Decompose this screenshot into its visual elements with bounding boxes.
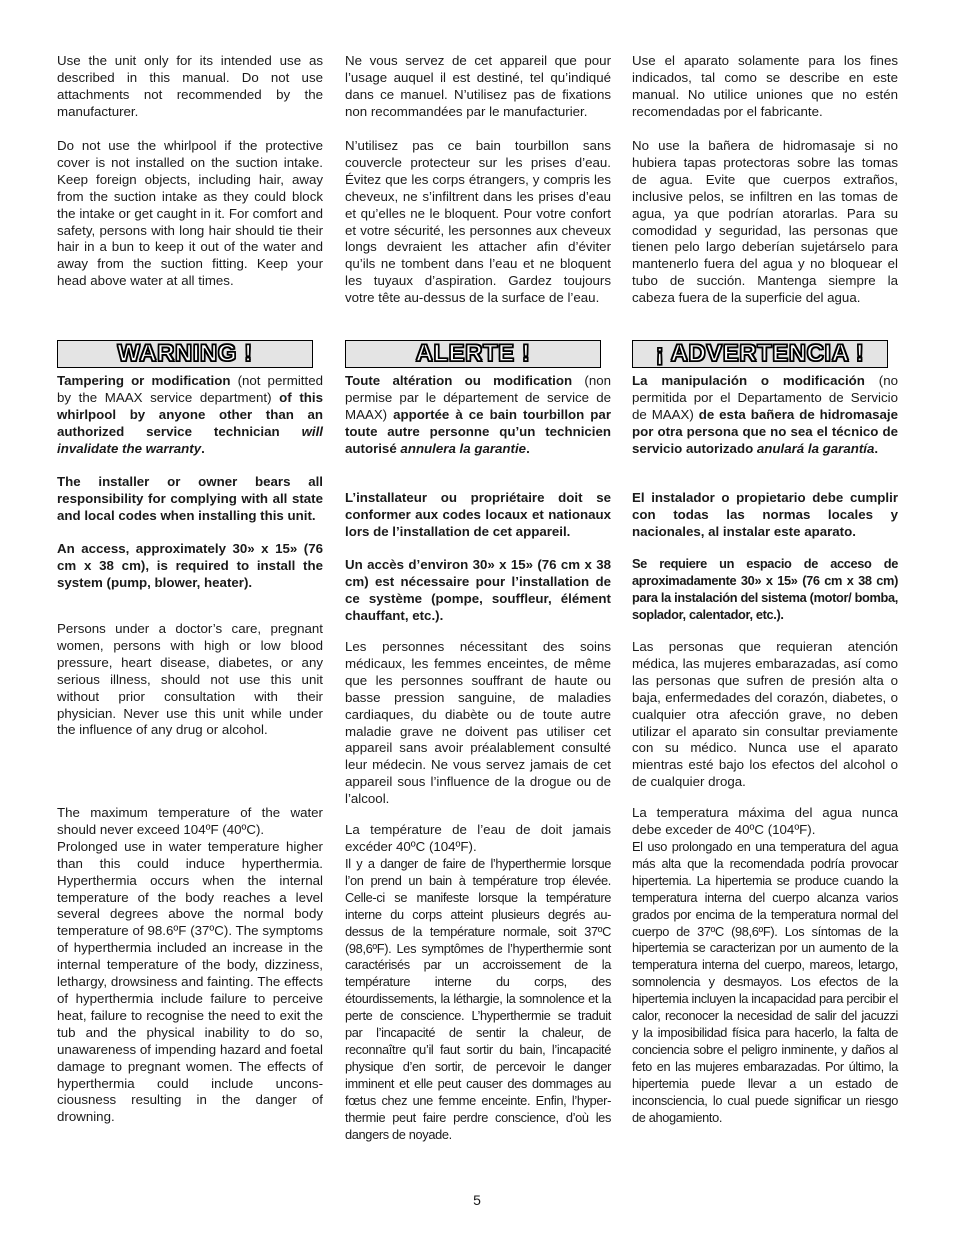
warranty-warning-note: (not permitted by the MAAX service department) (57, 373, 323, 405)
hyperthermia-paragraph-es: El uso prolongado en una temperatura del agua más alta que la recomendada podría provocar hipertemia. La hipertemia se produce cuando la temperatura interna del cuerpo alcanza varios grados por encima de la temperatura normal del cuerpo de 37ºC (98,6ºF). Los síntomas de la hipertemia se caracterizan por un aumento de la temperatura interna del cuerpo, mareos, letargo, somnolencia y desmayos. Los efectos de la hipertemia incluyen la incapacidad para percibir el calor, reconocer la necesidad de salir del jacuzzi y la imposibilidad física para hacerlo, la falta de conciencia sobre el peligro inminente, y daños al feto en las mujeres embarazadas. Por último, la hipertemia puede llevar a un estado de inconsciencia, lo cual puede significar un riesgo de ahogamiento. (632, 839, 898, 1125)
medical-advice-paragraph-es: Las personas que requieran atención médica, las mujeres embarazadas, así como las personas que sufren de presión alta o baja, enfermedades del corazón, diabetes, o cualquier otra afección grave, no deben utilizar el aparato sin consultar previamente con su médico. Nunca use el aparato mientras esté bajo los efectos del alcohol o de cualquier droga. (632, 639, 898, 790)
warranty-warning-emphasis-fr: annulera la garantie (400, 440, 527, 456)
warranty-warning: Tampering or modification (not permitted by the MAAX service department) of this whirlpool by anyone other than an authorized service technician will invalidate the warranty. (57, 373, 323, 456)
suction-cover-paragraph-es: No use la bañera de hidromasaje si no hubiera tapas protectoras sobre las tomas de agua. Evite que cuerpos extraños, inclusive pelos, se infiltren en las tomas de agua, ya que podrían atorarlas. Para su comodidad y seguridad, las personas que tienen pelo largo deberían sujetárselo para mantenerlo fuera del agua y no bloquear el tubo de succión. Mantenga siempre la cabeza fuera de la superficie del agua. (632, 138, 898, 306)
warning-banner (57, 340, 313, 368)
warranty-warning-emphasis: will invalidate the warranty (57, 423, 323, 456)
suction-cover-paragraph-fr: N’utilisez pas ce bain tourbillon sans couvercle protecteur sur les prises d’eau. Évitez que les corps étrangers, y compris les cheveux, ne s’infiltrent dans les prises d’eau et qu’elles ne le bloquent. Pour votre confort et votre sécurité, les personnes aux cheveux longs devraient les attacher afin d’éviter qu’ils ne tombent dans l’eau et ne bloquent les tuyaux d’aspiration. Gardez toujours votre tête au-dessus de la surface de l’eau. (345, 138, 611, 306)
warranty-warning-lead-es: La manipulación o modificación (632, 373, 865, 388)
alerte-banner (345, 340, 601, 368)
advertencia-banner-title: ¡ ADVERTENCIA ! (655, 340, 865, 367)
access-requirement-warning-fr: Un accès d’environ 30» x 15» (76 cm x 38 cm) est nécessaire pour l’installation de ce système (pompe, souffleur, élément chauffant, etc.). (345, 557, 611, 623)
medical-advice-paragraph: Persons under a doctor’s care, pregnant women, persons with high or low blood pressure, heart disease, diabetes, or any serious illness, should not use this unit without prior consultation with their physician. Never use this unit while under the influence of any drug or alcohol. (57, 621, 323, 738)
max-temperature-paragraph-es: La temperatura máxima del agua nunca debe exceder de 40ºC (104ºF). (632, 805, 898, 837)
warranty-warning-body-es: de esta bañera de hidromasaje por otra persona que no sea el técnico de servicio autorizado (632, 406, 898, 456)
page-number: 5 (473, 1192, 481, 1208)
codes-compliance-warning-es: El instalador o propietario debe cumplir con todas las normas locales y nacionales, al instalar este aparato. (632, 490, 898, 539)
intended-use-paragraph: Use the unit only for its intended use as described in this manual. Do not use attachments not recommended by the manufacturer. (57, 53, 323, 119)
warranty-warning-lead-fr: Toute altération ou modification (345, 373, 573, 388)
warranty-warning-note-es: (no permitida por el Departamento de Servicio de MAAX) (632, 373, 898, 422)
warranty-warning-emphasis-es: anulará la garantía (756, 440, 875, 456)
codes-compliance-warning: The installer or owner bears all responsibility for complying with all state and local codes when installing this unit. (57, 474, 323, 523)
max-temperature-paragraph-fr: La température de l’eau de doit jamais excéder 40ºC (104ºF). (345, 822, 611, 854)
medical-advice-paragraph-fr: Les personnes nécessitant des soins médicaux, les femmes enceintes, de même que les personnes souffrant de haute ou basse pression sanguine, de maladies cardiaques, du diabète ou de toute autre maladie grave ne doivent pas utiliser cet appareil sans avoir préalablement consulté leur médecin. Ne vous servez jamais de cet appareil sous l’influence de la drogue ou de l’alcool. (345, 639, 611, 807)
warranty-warning-lead: Tampering or modification (57, 373, 231, 388)
hyperthermia-paragraph: The maximum temperature of the water should never exceed 104ºF (40ºC). Prolonged use in water temperature higher than this could induce hyperthermia. Hyperthermia occurs when the internal temperature of the body reaches a level several degrees above the normal body temperature of 98.6ºF (37ºC). The symptoms of hyperthermia included an increase in the internal temperature of the body, dizziness, lethargy, drowsiness and fainting. The effects of hyperthermia include failure to perceive heat, failure to recognise the need to exit the tub and the physical inability to do so, unawareness of impending hazard and foetal damage to pregnant women. The effects of hyperthermia could include uncons-ciousness resulting in the danger of drowning. (57, 805, 323, 1125)
suction-cover-paragraph: Do not use the whirlpool if the protective cover is not installed on the suction intake. Keep foreign objects, including hair, away from the suction intake as they could block the intake or get caught in it. For comfort and safety, persons with long hair should tie their hair in a bun to keep it out of the water and away from the suction fitting. Keep your head above water at all times. (57, 138, 323, 289)
intended-use-paragraph-fr: Ne vous servez de cet appareil que pour l’usage auquel il est destiné, tel qu’indiqué dans ce manuel. N’utilisez pas de fixations non recommandées par le manufacturier. (345, 53, 611, 119)
advertencia-banner (632, 340, 888, 368)
intended-use-paragraph-es: Use el aparato solamente para los fines indicados, tal como se describe en este manual. No utilice uniones que no estén recomendadas por el fabricante. (632, 53, 898, 119)
warning-banner-title: WARNING ! (117, 340, 253, 367)
access-requirement-warning-es: Se requiere un espacio de acceso de aproximadamente 30» x 15» (76 cm x 38 cm) para la instalación del sistema (motor/ bomba, soplador, calentador, etc.). (632, 556, 898, 622)
warranty-warning-note-fr: (non permise par le département de service de MAAX) (345, 373, 611, 422)
hyperthermia-paragraph-fr: Il y a danger de faire de l’hyperthermie lorsque l’on prend un bain à température trop élevée. Celle-ci se manifeste lorsque la température interne du corps atteint plusieurs degrés au-dessus de la température normale, soit 37ºC (98,6ºF). Les symptômes de l’hyperthermie sont caractérisés par un accroissement de la température interne du corps, des étourdissements, la léthargie, la somnolence et la perte de conscience. L’hyperthermie se traduit par l’incapacité de sentir la chaleur, de reconnaître qu’il faut sortir du bain, l’incapacité physique d’en sortir, de percevoir le danger imminent et elle peut causer des dommages au fœtus chez une femme enceinte. Enfin, l’hyper-thermie peut faire perdre conscience, d’où les dangers de noyade. (345, 856, 611, 1142)
warranty-warning-body-fr: apportée à ce bain tourbillon par toute autre personne qu’un technicien autorisé (345, 406, 611, 456)
warranty-warning-body: of this whirlpool by anyone other than an authorized service technician (57, 389, 323, 439)
warranty-warning-fr: Toute altération ou modification (non permise par le département de service de MAAX) apportée à ce bain tourbillon par toute autre personne qu’un technicien autorisé annulera la garantie. (345, 373, 611, 456)
access-requirement-warning: An access, approximately 30» x 15» (76 cm x 38 cm), is required to install the system (pump, blower, heater). (57, 541, 323, 590)
codes-compliance-warning-fr: L’installateur ou propriétaire doit se conformer aux codes locaux et nationaux lors de l’installation de cet appareil. (345, 490, 611, 539)
alerte-banner-title: ALERTE ! (415, 340, 531, 367)
warranty-warning-es: La manipulación o modificación (no permitida por el Departamento de Servicio de MAAX) de esta bañera de hidromasaje por otra persona que no sea el técnico de servicio autorizado anulará la garantía. (632, 373, 898, 456)
